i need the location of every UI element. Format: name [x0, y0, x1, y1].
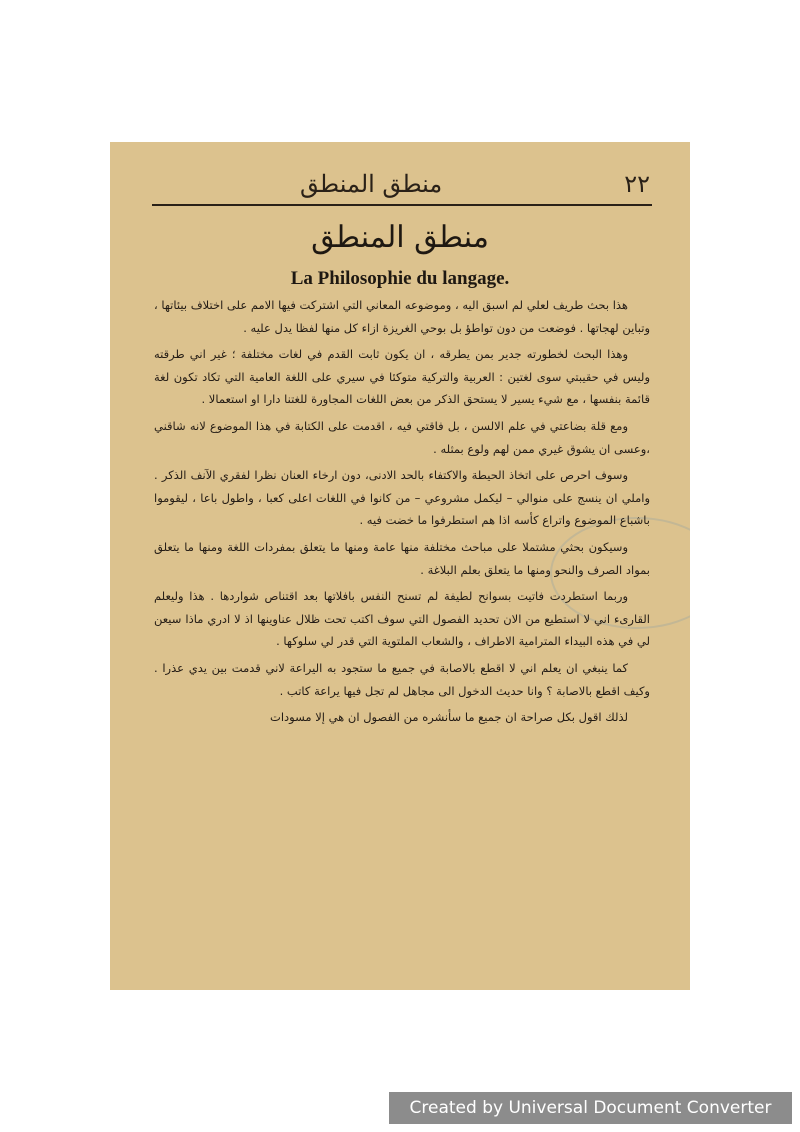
running-title: منطق المنطق	[300, 170, 443, 198]
article-title: منطق المنطق	[311, 220, 489, 255]
page-number: ٢٢	[624, 170, 650, 198]
paragraph: هذا بحث طريف لعلي لم اسبق اليه ، وموضوعه المعاني التي اشتركت فيها الامم على اختلاف بيئاتها ، وتباين لهجاتها . فوضعت من دون تواطؤ بل بوحي الغريزة ازاء كل منها لفظا يدل عليه .	[154, 298, 650, 335]
paragraph: لذلك اقول بكل صراحة ان جميع ما سأنشره من الفصول ان هي إلا مسودات	[270, 710, 628, 725]
paragraph: وربما استطردت فاتيت بسوانح لطيفة لم تسنح النفس بافلاتها بعد اقتناص شواردها . هذا وليعلم القارىء اني لا استطيع من الان تحديد الفصول التي سوف اكتب تحت ظلال عناوينها اذ لا ادري ماذا سيعن لي في هذه البيداء المترامية الاطراف ، والشعاب الملتوية التي قدر لي سلوكها .	[154, 589, 650, 649]
paragraph: وهذا البحث لخطورته جدير بمن يطرقه ، ان يكون ثابت القدم في لغات مختلفة ؛ غير اني طرقته وليس في حقيبتي سوى لغتين : العربية والتركية متوكئا في سيري على اللغة العامية التي تكاد تكون لغة قائمة بنفسها ، مع شيء يسير لا يستحق الذكر من بعض اللغات المجاورة للغتنا دارا او استعمالا .	[154, 347, 650, 407]
paragraph: كما ينبغي ان يعلم اني لا اقطع بالاصابة في جميع ما ستجود به اليراعة لاني قدمت بين يدي عذرا . وكيف اقطع بالاصابة ؟ وانا حديث الدخول الى مجاهل لم تجل فيها يراعة كاتب .	[154, 660, 650, 698]
article-subtitle: La Philosophie du langage.	[290, 268, 510, 289]
paragraph: وسيكون بحثي مشتملا على مباحث مختلفة منها عامة ومنها ما يتعلق بمفردات اللغة ومنها ما يتعلق بمواد الصرف والنحو ومنها ما يتعلق بعلم البلاغة .	[154, 539, 650, 577]
page-header	[150, 170, 650, 206]
converter-watermark: Created by Universal Document Converter	[389, 1092, 792, 1124]
article-body	[154, 294, 650, 729]
paragraph: ومع قلة بضاعتي في علم الالسن ، بل فاقتي فيه ، اقدمت على الكتابة في هذا الموضوع لانه شاقني ،وعسى ان يشوق غيري ممن لهم ولوع بمثله .	[154, 418, 650, 456]
paragraph: وسوف احرص على اتخاذ الحيطة والاكتفاء بالحد الادنى، دون ارخاء العنان نظرا لفقري الآنف الذكر . واملي ان ينسج على منوالي – ليكمل مشروعي – من كانوا في اللغات اعلى كعبا ، واطول باعا ، ليقوموا باشباع الموضوع واتراع كأسه اذا هم استطرفوا ما خضت فيه .	[154, 468, 650, 528]
scanned-page	[110, 142, 690, 990]
header-rule	[152, 204, 652, 206]
